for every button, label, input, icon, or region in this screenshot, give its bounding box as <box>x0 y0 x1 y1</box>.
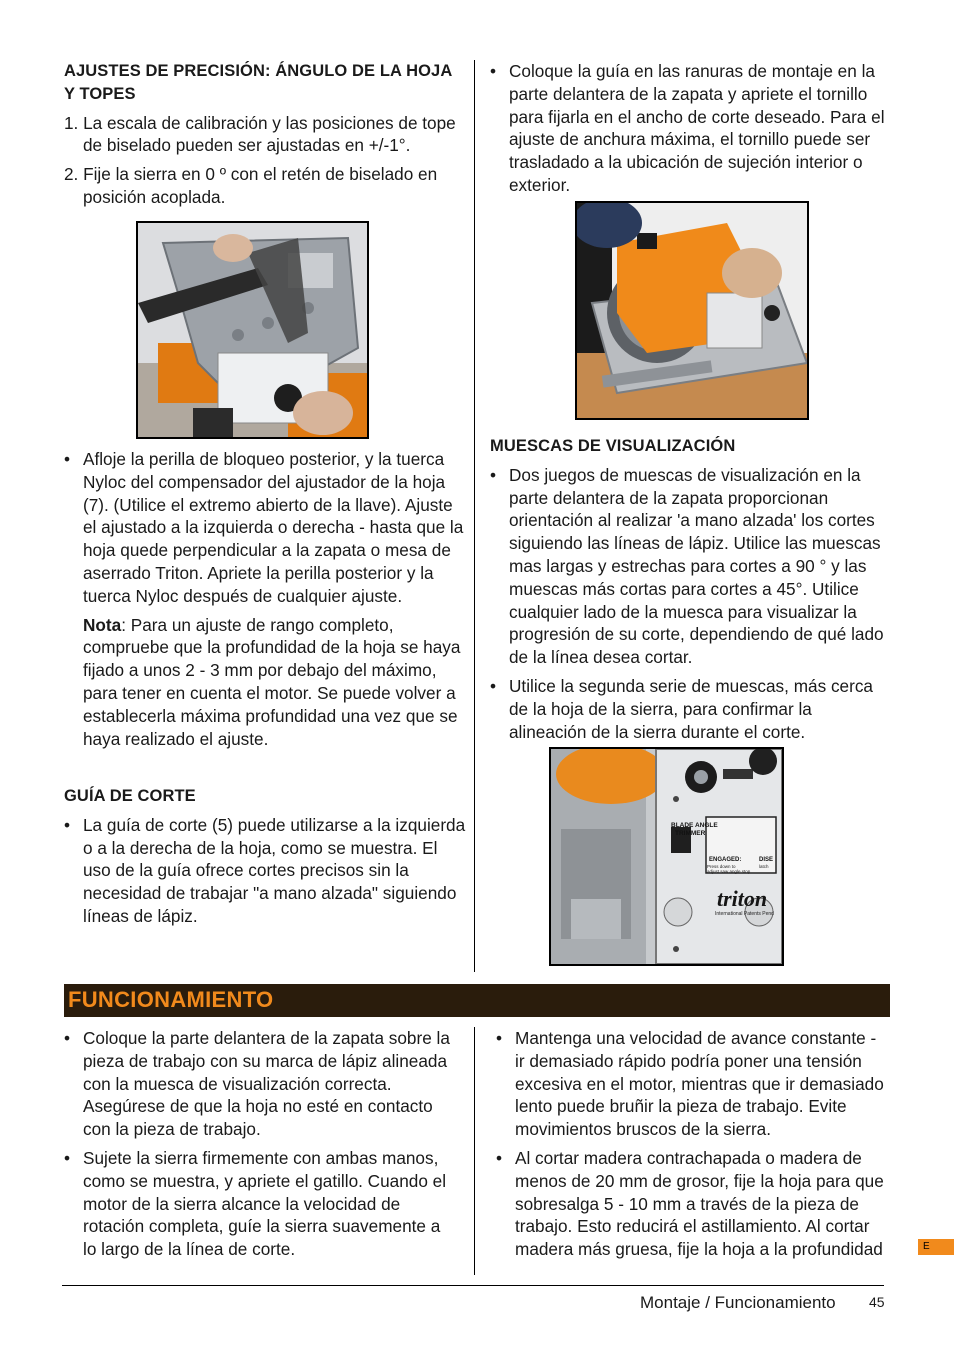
photo-saw-with-guide-illustration <box>577 203 807 418</box>
photo-blade-angle-trimmer-illustration <box>551 749 782 964</box>
bullet-feed-rate: • Mantenga una velocidad de avance constante - ir demasiado rápido podría poner una tensión excesiva en el motor, mientras que ir demasiado lento puede bruñir la pieza de trabajo. Evite movimientos bruscos de la sierra. <box>496 1027 890 1141</box>
note-full-range <box>64 614 466 751</box>
note-label: Nota <box>83 614 122 635</box>
trimmer-title-1: BLADE ANGLE <box>671 822 718 829</box>
right-column <box>490 60 890 203</box>
footer-rule <box>62 1285 884 1286</box>
language-tab <box>918 1239 954 1255</box>
step-1: 1. La escala de calibración y las posiciones de tope de biselado pueden ser ajustadas en +/-1°. <box>64 112 456 156</box>
bullet-place-shoe: • Coloque la parte delantera de la zapata sobre la pieza de trabajo con su marca de lápiz alineada con la muesca de visualización correcta. Asegúrese de que la hoja no esté en contacto con la pieza de trabajo. <box>64 1027 456 1141</box>
trimmer-disengaged: DISE <box>759 857 774 863</box>
section-title: FUNCIONAMIENTO <box>68 987 274 1012</box>
step-2: 2. Fije la sierra en 0 º con el retén de biselado en posición acoplada. <box>64 164 438 207</box>
bullet-second-notches: • Utilice la segunda serie de muescas, más cerca de la hoja de la sierra, para confirmar la alineación de la sierra durante el corte. <box>490 675 890 743</box>
photo-blade-angle-trimmer <box>549 747 784 966</box>
column-divider-top <box>474 60 475 972</box>
photo-blade-calibration-illustration <box>138 223 367 437</box>
patent-text: International Patents Pend <box>715 911 774 917</box>
left-column <box>64 60 466 215</box>
photo-blade-calibration <box>136 221 369 439</box>
note-text: : Para un ajuste de rango completo, compruebe que la profundidad de la hoja se haya fijado a unos 2 - 3 mm por debajo del máximo, para tener en cuenta el motor. Se puede volver a establecerla máxima profundidad una vez que se haya realizado el ajuste. <box>83 614 461 749</box>
bottom-left-column <box>64 1027 456 1267</box>
trimmer-small-2: latch <box>759 864 769 869</box>
trimmer-title-2: TRIMMER <box>675 830 706 837</box>
bullet-mount-guide: • Coloque la guía en las ranuras de montaje en la parte delantera de la zapata y apriete el tornillo para fijarla en el ancho de corte deseado. Para el ajuste de anchura máxima, el tornillo puede ser trasladado a la ubicación de sujeción interior o exterior. <box>490 60 890 197</box>
language-tab-label: E <box>923 1241 930 1252</box>
page-number: 45 <box>869 1294 885 1310</box>
heading-cutting-guide: GUÍA DE CORTE <box>64 787 196 805</box>
heading-sight-notches: MUESCAS DE VISUALIZACIÓN <box>490 437 736 455</box>
bullet-cutting-guide: • La guía de corte (5) puede utilizarse a la izquierda o a la derecha de la hoja, como se muestra. El uso de la guía ofrece cortes precisos sin la necesidad de trabajar "a mano alzada" siguiendo líneas de lápiz. <box>64 814 466 928</box>
section-banner-funcionamiento <box>64 984 890 1017</box>
trimmer-small-1: Press down to <box>707 864 736 869</box>
trimmer-engaged: ENGAGED: <box>709 857 742 863</box>
bullet-notch-sets: • Dos juegos de muescas de visualización en la parte delantera de la zapata proporcionan orientación al realizar 'a mano alzada' los cortes siguiendo las líneas de lápiz. Utilice las muescas mas largas y estrechas para cortes a 90 ° y las muescas más cortas para cortes a 45°. Utilice cualquier lado de la muesca para visualizar la progresión de su corte, dependiendo de qué lado de la línea desea cortar. <box>490 464 890 669</box>
column-divider-bottom <box>474 1027 475 1275</box>
left-column-guide <box>64 785 466 934</box>
photo-saw-with-guide <box>575 201 809 420</box>
right-column-notches <box>490 435 890 749</box>
bottom-right-column <box>496 1027 890 1267</box>
heading-precision-adjustments: AJUSTES DE PRECISIÓN: ÁNGULO DE LA HOJA Y TOPES <box>64 62 452 103</box>
bullet-loosen-knob: • Afloje la perilla de bloqueo posterior, y la tuerca Nyloc del compensador del ajustador de la hoja (7). (Utilice el extremo abierto de la llave). Ajuste el ajustado a la izquierda o derecha - hasta que la hoja quede perpendicular a la zapata o mesa de aserrado Triton. Apriete la perilla posterior y la tuerca Nyloc después de cualquier ajuste. <box>64 448 466 608</box>
trimmer-small-3: adjust saw angle stop <box>707 869 751 874</box>
triton-logo: triton <box>717 886 768 911</box>
bullet-hold-saw: • Sujete la sierra firmemente con ambas manos, como se muestra, y apriete el gatillo. Cuando el motor de la sierra alcance la velocidad de rotación completa, guíe la sierra suavemente a lo largo de la línea de corte. <box>64 1147 456 1261</box>
left-column-continued <box>64 448 466 756</box>
footer-section-label: Montaje / Funcionamiento <box>640 1293 836 1312</box>
bullet-plywood: • Al cortar madera contrachapada o madera de menos de 20 mm de grosor, fije la hoja para que sobresalga 5 - 10 mm a través de la pieza de trabajo. Esto reducirá el astillamiento. Al cortar madera más gruesa, fije la hoja a la profundidad <box>496 1147 890 1261</box>
